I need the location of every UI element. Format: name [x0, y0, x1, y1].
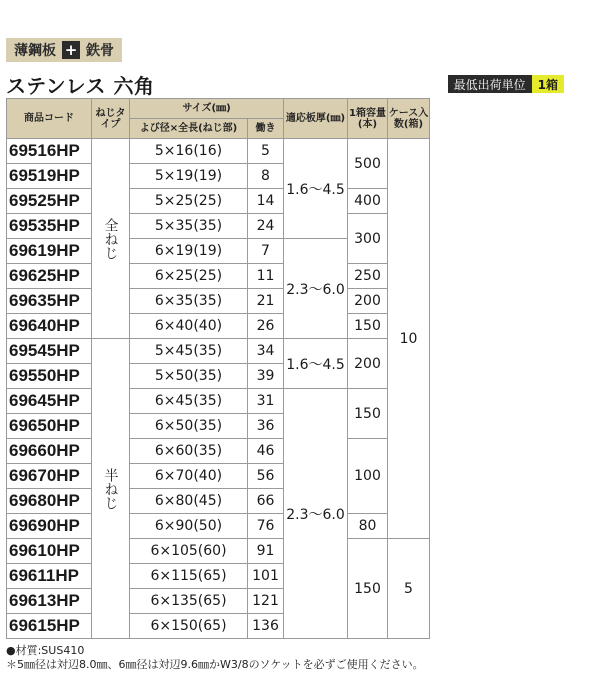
product-code: 69640HP [7, 314, 92, 339]
box-qty-cell: 80 [348, 514, 388, 539]
product-code: 69645HP [7, 389, 92, 414]
plate-range-cell: 1.6～4.5 [284, 339, 348, 389]
work-length-cell: 11 [248, 264, 284, 289]
table-row [7, 264, 430, 289]
plate-range-cell: 2.3～6.0 [284, 389, 348, 639]
table-row [7, 539, 430, 564]
header-plate: 適応板厚(㎜) [284, 99, 348, 139]
size-cell: 6×135(65) [130, 589, 248, 614]
header-code: 商品コード [7, 99, 92, 139]
box-qty-cell: 150 [348, 539, 388, 639]
category-left: 薄鋼板 [14, 43, 56, 59]
product-code: 69535HP [7, 214, 92, 239]
work-length-cell: 46 [248, 439, 284, 464]
work-length-cell: 136 [248, 614, 284, 639]
product-code: 69690HP [7, 514, 92, 539]
header-work-len: 働き [248, 119, 284, 139]
table-row [7, 214, 430, 239]
size-cell: 6×70(40) [130, 464, 248, 489]
size-cell: 5×25(25) [130, 189, 248, 214]
box-qty-cell: 100 [348, 439, 388, 514]
product-code: 69545HP [7, 339, 92, 364]
table-row [7, 189, 430, 214]
size-cell: 6×150(65) [130, 614, 248, 639]
product-code: 69615HP [7, 614, 92, 639]
table-row [7, 439, 430, 464]
size-cell: 6×60(35) [130, 439, 248, 464]
notes [6, 644, 424, 672]
thread-type-half: 半ねじ [92, 339, 130, 639]
work-length-cell: 56 [248, 464, 284, 489]
spec-table [6, 98, 430, 639]
product-code: 69516HP [7, 139, 92, 164]
size-cell: 6×40(40) [130, 314, 248, 339]
work-length-cell: 76 [248, 514, 284, 539]
box-qty-cell: 150 [348, 314, 388, 339]
work-length-cell: 5 [248, 139, 284, 164]
size-cell: 5×16(16) [130, 139, 248, 164]
box-qty-cell: 200 [348, 289, 388, 314]
size-cell: 5×35(35) [130, 214, 248, 239]
size-cell: 6×35(35) [130, 289, 248, 314]
size-cell: 5×45(35) [130, 339, 248, 364]
size-cell: 6×19(19) [130, 239, 248, 264]
header-box-qty: 1箱容量(本) [348, 99, 388, 139]
work-length-cell: 24 [248, 214, 284, 239]
case-qty-cell: 10 [388, 139, 430, 539]
work-length-cell: 31 [248, 389, 284, 414]
work-length-cell: 91 [248, 539, 284, 564]
box-qty-cell: 150 [348, 389, 388, 439]
product-code: 69625HP [7, 264, 92, 289]
table-row [7, 339, 430, 364]
box-qty-cell: 400 [348, 189, 388, 214]
size-cell: 6×115(65) [130, 564, 248, 589]
product-code: 69635HP [7, 289, 92, 314]
thread-type-full: 全ねじ [92, 139, 130, 339]
table-row [7, 314, 430, 339]
table-row [7, 389, 430, 414]
case-qty-cell: 5 [388, 539, 430, 639]
plate-range-cell: 1.6～4.5 [284, 139, 348, 239]
work-length-cell: 14 [248, 189, 284, 214]
size-cell: 6×50(35) [130, 414, 248, 439]
size-cell: 6×90(50) [130, 514, 248, 539]
min-unit-value: 1箱 [532, 75, 564, 93]
size-cell: 5×19(19) [130, 164, 248, 189]
product-code: 69611HP [7, 564, 92, 589]
product-code: 69610HP [7, 539, 92, 564]
size-cell: 5×50(35) [130, 364, 248, 389]
product-code: 69670HP [7, 464, 92, 489]
category-tag [6, 38, 122, 62]
work-length-cell: 34 [248, 339, 284, 364]
box-qty-cell: 300 [348, 214, 388, 264]
work-length-cell: 121 [248, 589, 284, 614]
size-cell: 6×80(45) [130, 489, 248, 514]
product-code: 69613HP [7, 589, 92, 614]
header-thread-type: ねじタイプ [92, 99, 130, 139]
work-length-cell: 7 [248, 239, 284, 264]
product-code: 69660HP [7, 439, 92, 464]
page-title: ステンレス 六角 [6, 74, 155, 98]
socket-note: ＊5㎜径は対辺8.0㎜、6㎜径は対辺9.6㎜かW3/8のソケットを必ずご使用ください。 [6, 658, 424, 671]
material-note: ●材質:SUS410 [6, 644, 85, 657]
plate-range-cell: 2.3～6.0 [284, 239, 348, 339]
table-row [7, 289, 430, 314]
work-length-cell: 66 [248, 489, 284, 514]
work-length-cell: 36 [248, 414, 284, 439]
size-cell: 6×45(35) [130, 389, 248, 414]
product-code: 69519HP [7, 164, 92, 189]
table-row [7, 514, 430, 539]
size-cell: 6×105(60) [130, 539, 248, 564]
work-length-cell: 21 [248, 289, 284, 314]
category-right: 鉄骨 [86, 43, 114, 59]
plus-icon: + [62, 41, 80, 59]
box-qty-cell: 250 [348, 264, 388, 289]
table-row [7, 139, 430, 164]
header-size-group: サイズ(㎜) [130, 99, 284, 119]
product-code: 69680HP [7, 489, 92, 514]
min-shipping-unit [448, 75, 564, 93]
size-cell: 6×25(25) [130, 264, 248, 289]
min-unit-label: 最低出荷単位 [448, 75, 532, 93]
product-code: 69650HP [7, 414, 92, 439]
work-length-cell: 8 [248, 164, 284, 189]
box-qty-cell: 500 [348, 139, 388, 189]
header-size-sub: よび径×全長(ねじ部) [130, 119, 248, 139]
product-code: 69525HP [7, 189, 92, 214]
product-code: 69619HP [7, 239, 92, 264]
box-qty-cell: 200 [348, 339, 388, 389]
header-case-qty: ケース入数(箱) [388, 99, 430, 139]
product-code: 69550HP [7, 364, 92, 389]
work-length-cell: 39 [248, 364, 284, 389]
work-length-cell: 26 [248, 314, 284, 339]
work-length-cell: 101 [248, 564, 284, 589]
